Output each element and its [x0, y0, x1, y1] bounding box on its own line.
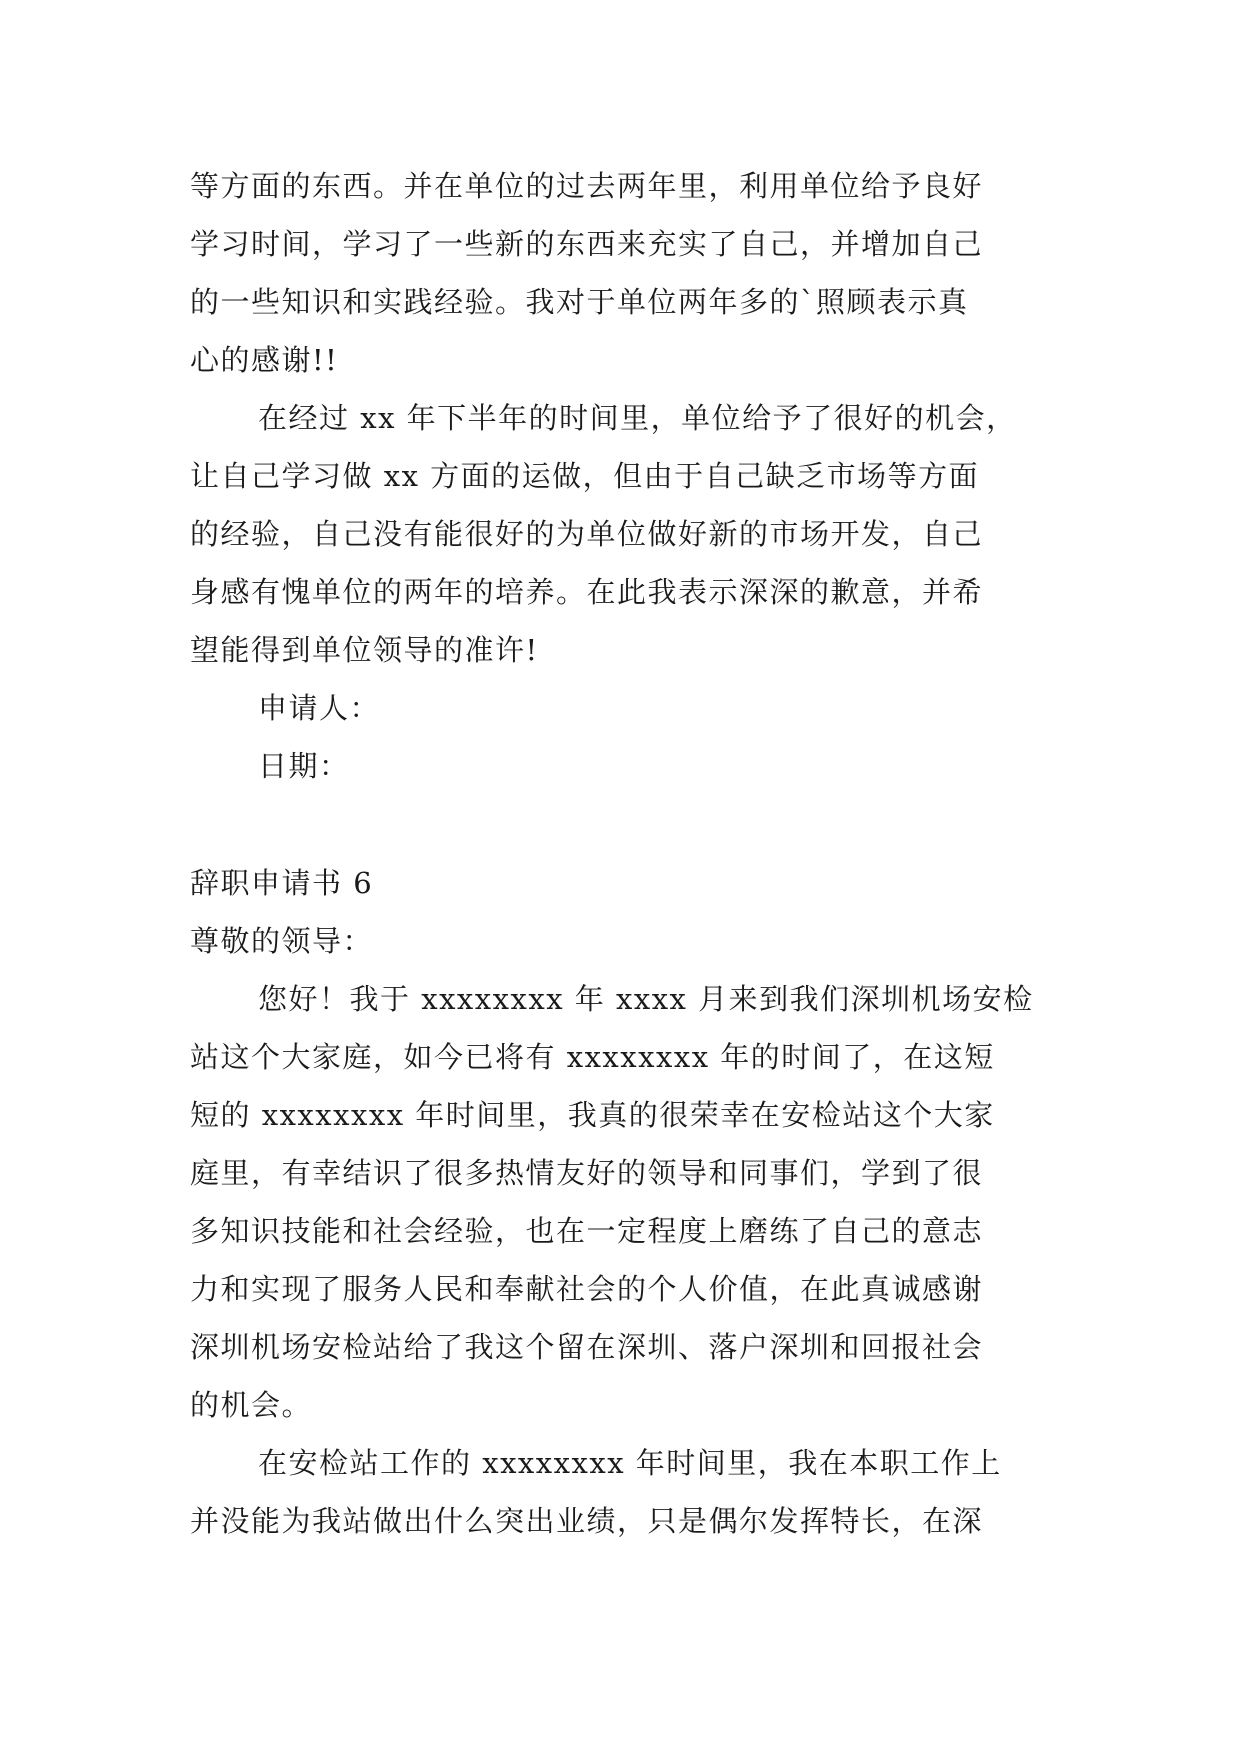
paragraph-line: 在安检站工作的 xxxxxxxx 年时间里，我在本职工作上	[258, 1446, 1002, 1480]
paragraph-line: 学习时间，学习了一些新的东西来充实了自己，并增加自己	[190, 227, 984, 261]
paragraph-line: 等方面的东西。并在单位的过去两年里，利用单位给予良好	[190, 169, 984, 203]
paragraph-line: 的机会。	[190, 1388, 313, 1422]
salutation: 尊敬的领导：	[190, 924, 374, 958]
paragraph-line: 站这个大家庭，如今已将有 xxxxxxxx 年的时间了，在这短	[190, 1040, 995, 1074]
applicant-label: 申请人：	[258, 691, 381, 725]
paragraph-line: 多知识技能和社会经验，也在一定程度上磨练了自己的意志	[190, 1214, 984, 1248]
paragraph-line: 并没能为我站做出什么突出业绩，只是偶尔发挥特长，在深	[190, 1504, 984, 1538]
paragraph-line: 让自己学习做 xx 方面的运做，但由于自己缺乏市场等方面	[190, 459, 980, 493]
paragraph-line: 短的 xxxxxxxx 年时间里，我真的很荣幸在安检站这个大家	[190, 1098, 995, 1132]
paragraph-line: 深圳机场安检站给了我这个留在深圳、落户深圳和回报社会	[190, 1330, 984, 1364]
paragraph-line: 的一些知识和实践经验。我对于单位两年多的`照顾表示真	[190, 285, 969, 319]
letter-title: 辞职申请书 6	[190, 866, 374, 900]
paragraph-line: 庭里，有幸结识了很多热情友好的领导和同事们，学到了很	[190, 1156, 984, 1190]
paragraph-line: 力和实现了服务人民和奉献社会的个人价值，在此真诚感谢	[190, 1272, 984, 1306]
paragraph-line: 心的感谢!!	[190, 343, 339, 377]
paragraph-line: 您好！我于 xxxxxxxx 年 xxxx 月来到我们深圳机场安检	[258, 982, 1034, 1016]
paragraph-line: 望能得到单位领导的准许!	[190, 633, 539, 667]
date-label: 日期：	[258, 749, 350, 783]
resignation-letter-continuation	[190, 157, 1050, 795]
resignation-letter-6	[190, 854, 1050, 1550]
paragraph-line: 在经过 xx 年下半年的时间里，单位给予了很好的机会，	[258, 401, 1017, 435]
paragraph-line: 身感有愧单位的两年的培养。在此我表示深深的歉意，并希	[190, 575, 984, 609]
paragraph-line: 的经验，自己没有能很好的为单位做好新的市场开发，自己	[190, 517, 984, 551]
